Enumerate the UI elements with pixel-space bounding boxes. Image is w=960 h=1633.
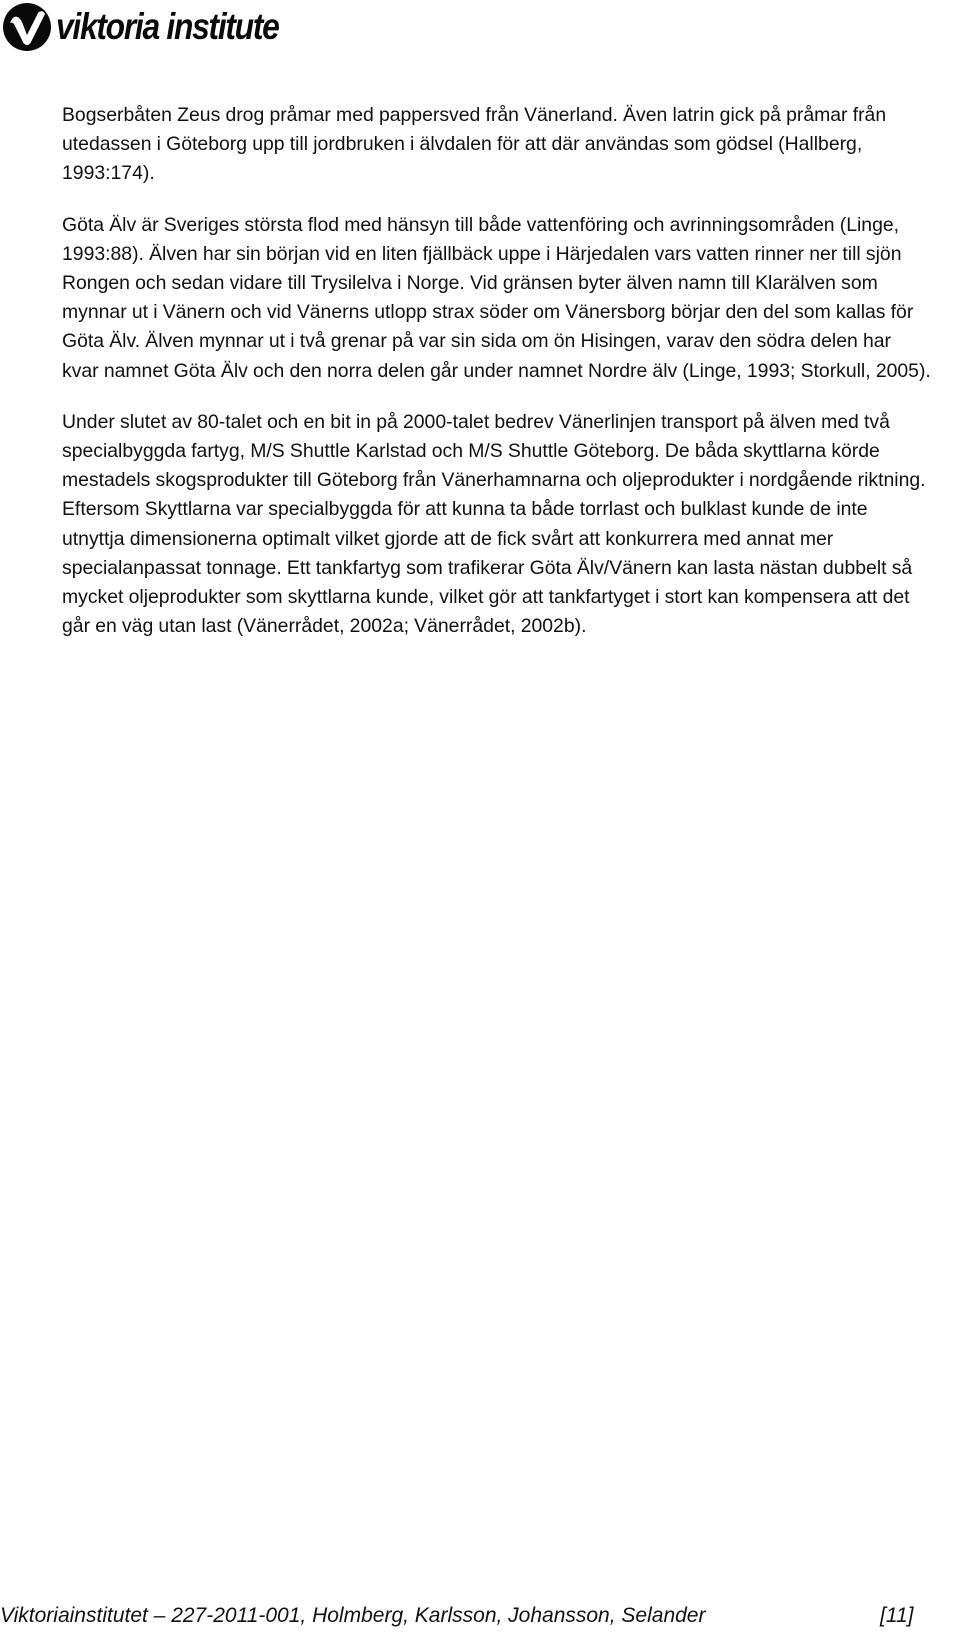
page-footer bbox=[0, 1603, 960, 1633]
page-header bbox=[0, 0, 960, 60]
logo-wordmark: viktoria institute bbox=[56, 6, 279, 47]
document-body bbox=[62, 101, 932, 663]
viktoria-v-logo-icon bbox=[2, 2, 52, 52]
viktoria-logo bbox=[2, 2, 315, 52]
paragraph-3: Under slutet av 80-talet och en bit in på 2000-talet bedrev Vänerlinjen transport på älven med två specialbyggda fartyg, M/S Shuttle Karlstad och M/S Shuttle Göteborg. De båda skyttlarna körde mestadels skogsprodukter till Göteborg från Vänerhamnarna och oljeprodukter i nordgående riktning. Eftersom Skyttlarna var specialbyggda för att kunna ta både torrlast och bulklast kunde de inte utnyttja dimensionerna optimalt vilket gjorde att de fick svårt att konkurrera med annat mer specialanpassat tonnage. Ett tankfartyg som trafikerar Göta Älv/Vänern kan lasta nästan dubbelt så mycket oljeprodukter som skyttlarna kunde, vilket gör att tankfartyget i stort kan kompensera att det går en väg utan last (Vänerrådet, 2002a; Vänerrådet, 2002b). bbox=[62, 410, 926, 638]
footer-citation: Viktoriainstitutet – 227-2011-001, Holmberg, Karlsson, Johansson, Selander bbox=[0, 1604, 706, 1627]
page-number: [11] bbox=[880, 1604, 914, 1627]
paragraph-1: Bogserbåten Zeus drog pråmar med pappersved från Vänerland. Även latrin gick på pråmar från utedassen i Göteborg upp till jordbruken i älvdalen för att där användas som gödsel (Hallberg, 1993:174). bbox=[62, 104, 887, 185]
paragraph-2: Göta Älv är Sveriges största flod med hänsyn till både vattenföring och avrinningsområden (Linge, 1993:88). Älven har sin början vid en liten fjällbäck uppe i Härjedalen vars vatten rinner ner till sjön Rongen och sedan vidare till Trysilelva i Norge. Vid gränsen byter älven namn till Klarälven som mynnar ut i Vänern och vid Vänerns utlopp strax söder om Vänersborg börjar den del som kallas för Göta Älv. Älven mynnar ut i två grenar på var sin sida om ön Hisingen, varav den södra delen har kvar namnet Göta Älv och den norra delen går under namnet Nordre älv (Linge, 1993; Storkull, 2005). bbox=[62, 213, 931, 382]
